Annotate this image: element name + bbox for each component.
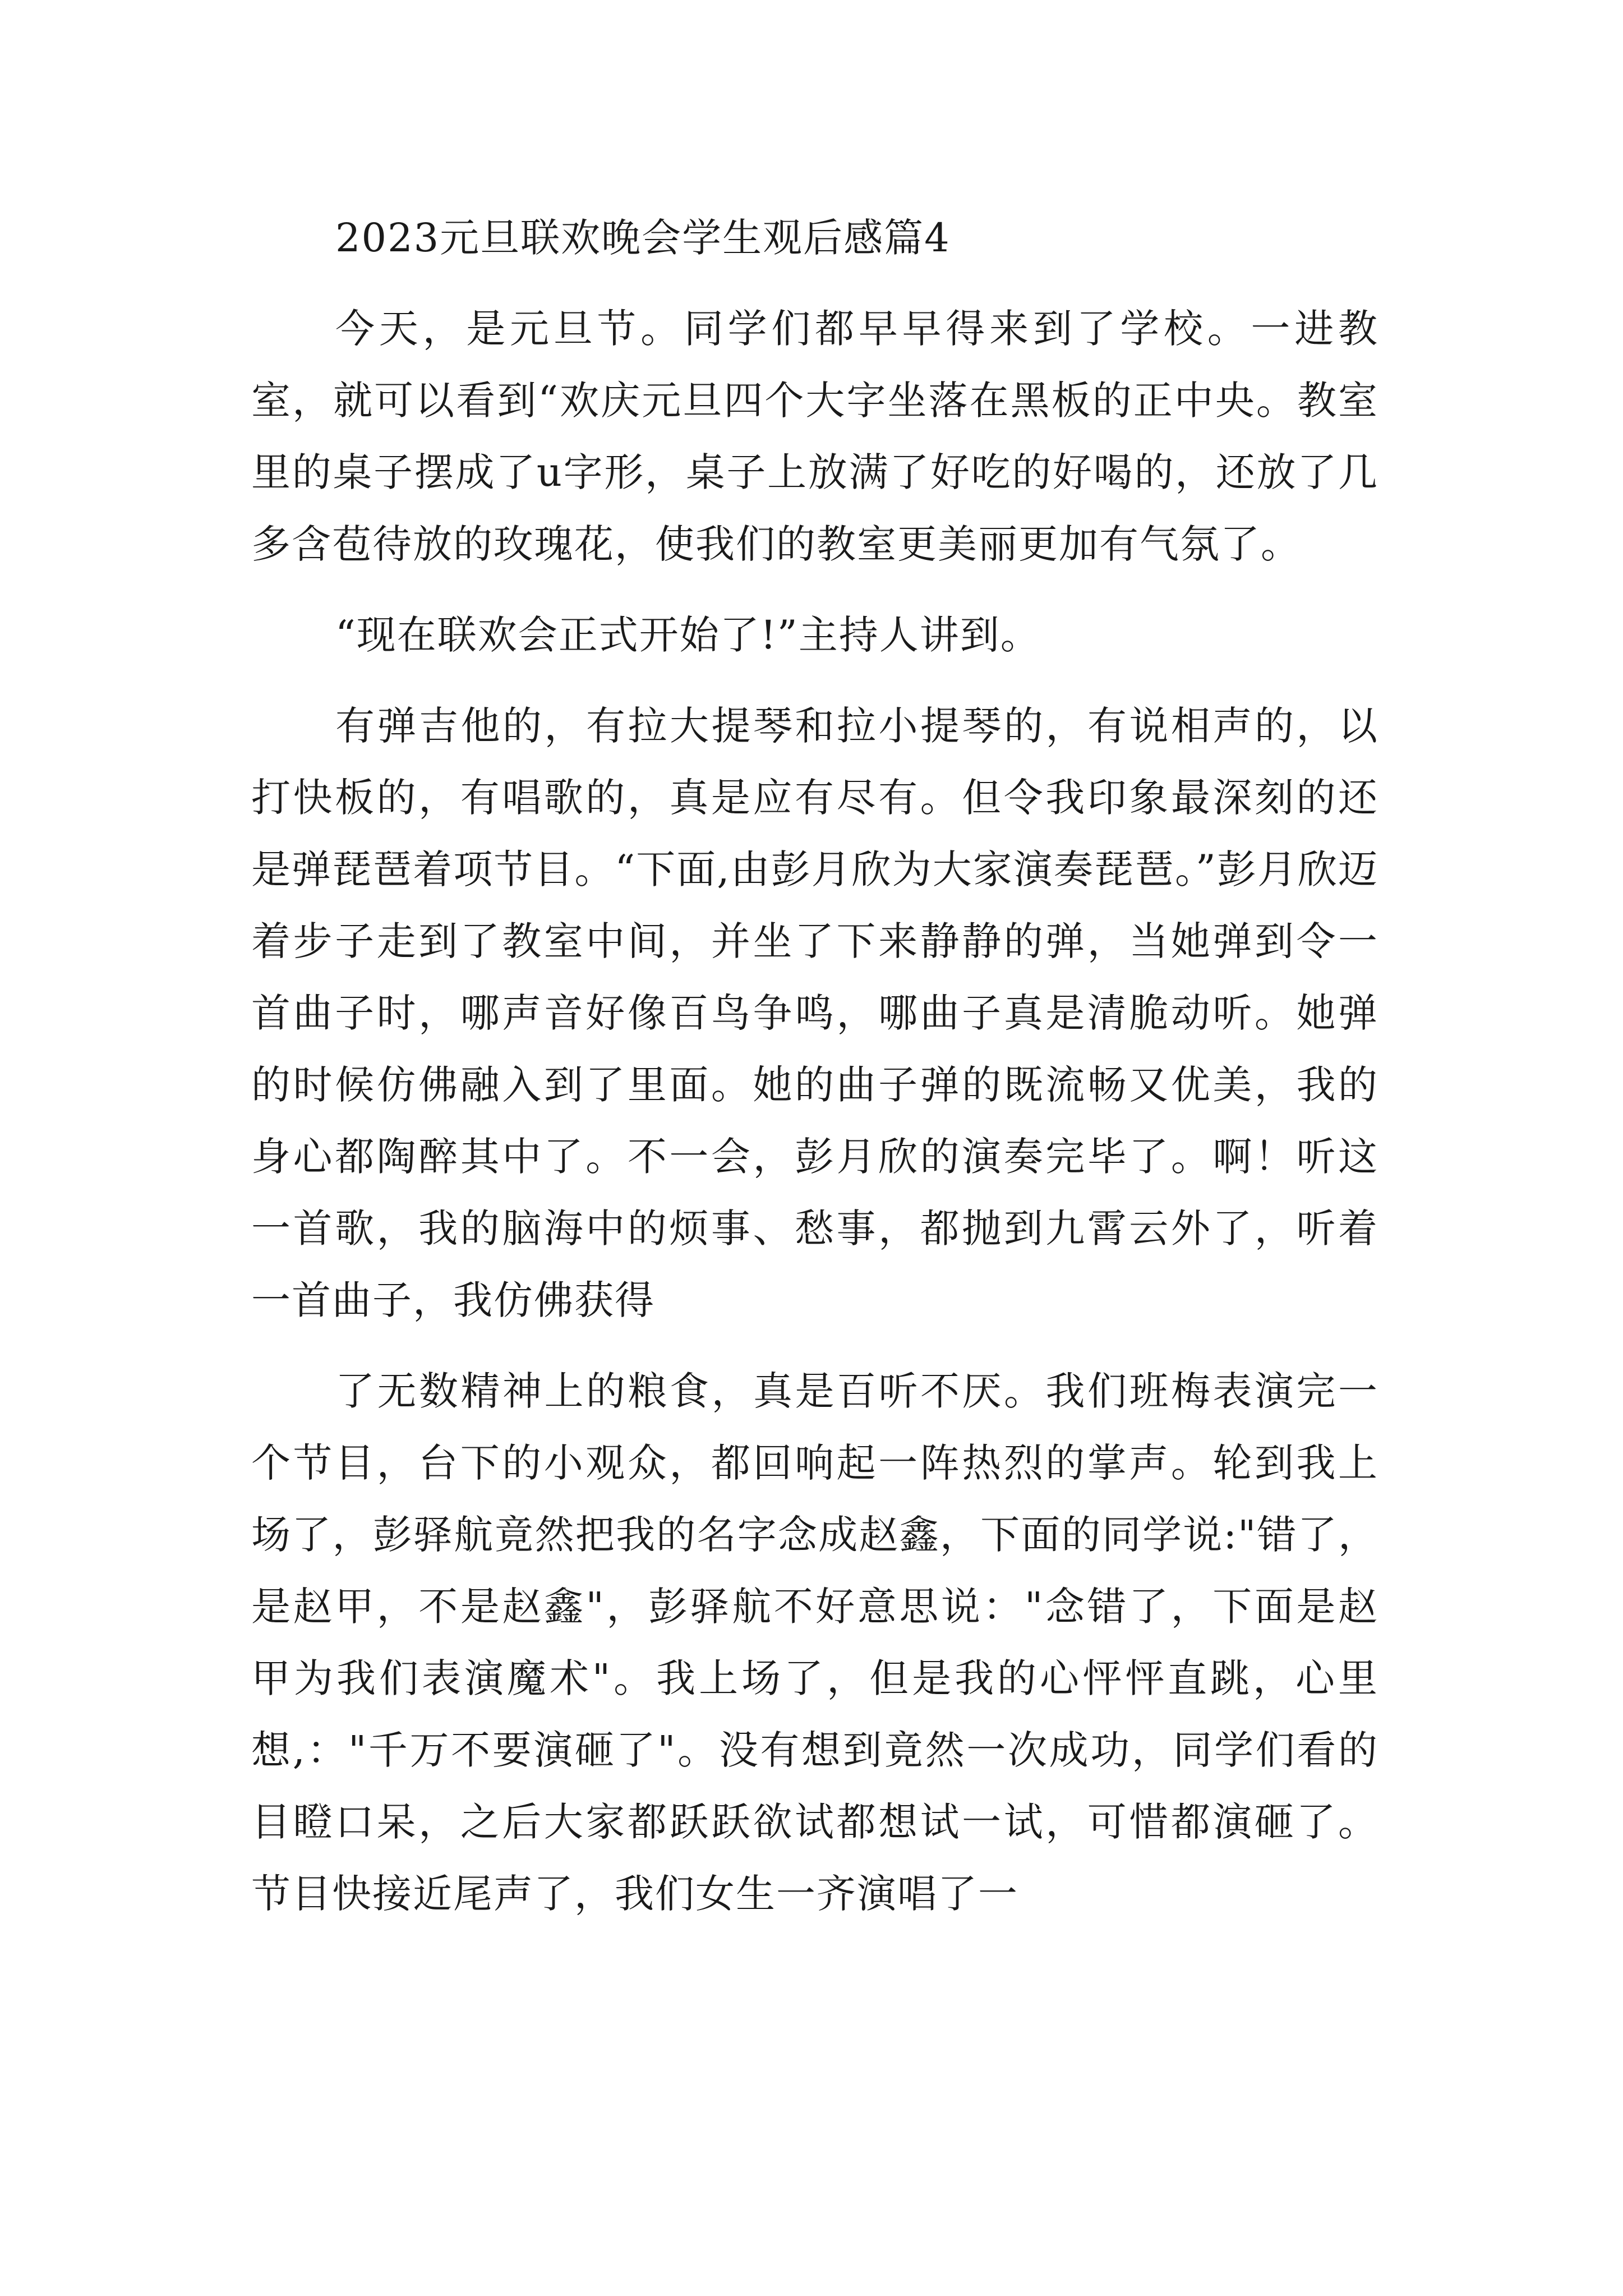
document-title: 2023元旦联欢晚会学生观后感篇4 <box>335 215 951 261</box>
paragraph-2: “现在联欢会正式开始了!”主持人讲到。 <box>335 612 1041 658</box>
document-body <box>251 202 1378 1930</box>
paragraph-1: 今天，是元旦节。同学们都早早得来到了学校。一进教室，就可以看到“欢庆元旦四个大字坐落在黑板的正中央。教室里的桌子摆成了u字形，桌子上放满了好吃的好喝的，还放了几多含苞待放的玫瑰花，使我们的教室更美丽更加有气氛了。 <box>251 306 1378 567</box>
paragraph-3: 有弹吉他的，有拉大提琴和拉小提琴的，有说相声的，以打快板的，有唱歌的，真是应有尽有。但令我印象最深刻的还是弹琵琶着项节目。“下面,由彭月欣为大家演奏琵琶。”彭月欣迈着步子走到了教室中间，并坐了下来静静的弹，当她弹到令一首曲子时，哪声音好像百鸟争鸣，哪曲子真是清脆动听。她弹的时候仿佛融入到了里面。她的曲子弹的既流畅又优美，我的身心都陶醉其中了。不一会，彭月欣的演奏完毕了。啊！听这一首歌，我的脑海中的烦事、愁事，都抛到九霄云外了，听着一首曲子，我仿佛获得 <box>251 703 1378 1323</box>
paragraph-4: 了无数精神上的粮食，真是百听不厌。我们班梅表演完一个节目，台下的小观众，都回响起一阵热烈的掌声。轮到我上场了，彭驿航竟然把我的名字念成赵鑫，下面的同学说:"错了，是赵甲，不是赵鑫"，彭驿航不好意思说："念错了，下面是赵甲为我们表演魔术"。我上场了，但是我的心怦怦直跳，心里想,："千万不要演砸了"。没有想到竟然一次成功，同学们看的目瞪口呆，之后大家都跃跃欲试都想试一试，可惜都演砸了。节目快接近尾声了，我们女生一齐演唱了一 <box>251 1368 1378 1917</box>
